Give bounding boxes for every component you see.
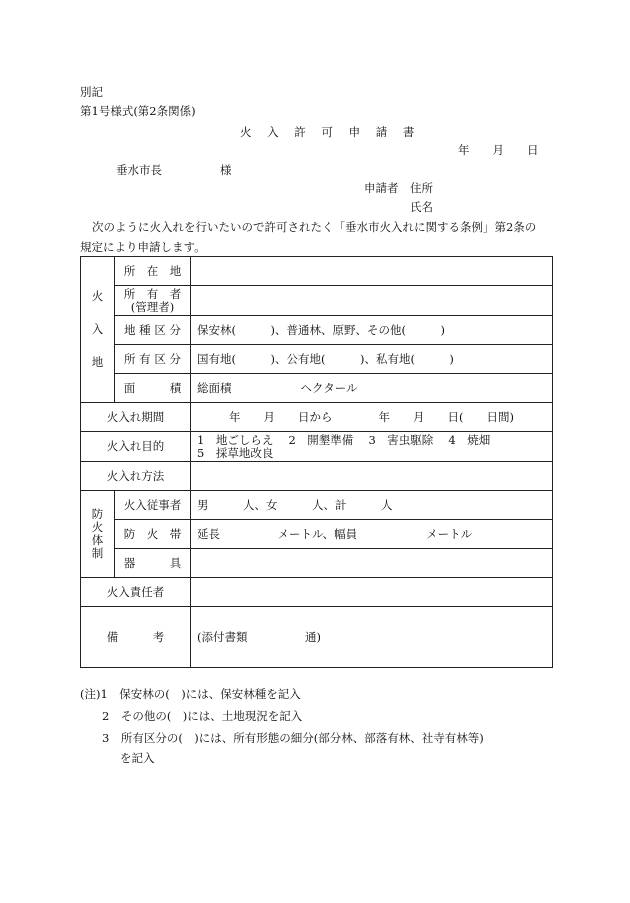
- method-label: 火入れ方法: [81, 462, 191, 491]
- workers-label: 火入従事者: [115, 491, 191, 520]
- firebreak-label: 防 火 帯: [115, 520, 191, 549]
- note-line-3: 3 所有区分の( )には、所有形態の細分(部分林、部落有林、社寺有林等): [102, 731, 484, 745]
- address-label: 住所: [410, 181, 433, 195]
- intro-line-1: 次のように火入れを行いたいので許可されたく「垂水市火入れに関する条例」第2条の: [92, 220, 537, 234]
- owner-label-sub: (管理者): [130, 299, 175, 314]
- equipment-field[interactable]: [191, 549, 553, 578]
- owner-label: [115, 286, 191, 316]
- annex-label: 別記: [80, 85, 103, 99]
- responsible-label: 火入責任者: [81, 578, 191, 607]
- name-label: 氏名: [410, 200, 433, 214]
- location-field[interactable]: [191, 257, 553, 286]
- responsible-field[interactable]: [191, 578, 553, 607]
- method-field[interactable]: [191, 462, 553, 491]
- honorific: 様: [220, 163, 232, 177]
- fire-prevention-char-2: 火: [91, 520, 104, 534]
- land-category-label: 地 種 区 分: [115, 316, 191, 345]
- note-line-2: 2 その他の( )には、土地現況を記入: [102, 709, 303, 723]
- owner-field[interactable]: [191, 286, 553, 316]
- fire-prevention-char-4: 制: [91, 546, 104, 560]
- note-line-4: を記入: [120, 751, 155, 765]
- ownership-label: 所 有 区 分: [115, 345, 191, 374]
- purpose-field[interactable]: [191, 432, 553, 462]
- location-label: 所 在 地: [115, 257, 191, 286]
- purpose-options-2: 5 採草地改良: [197, 445, 274, 460]
- document-title: 火 入 許 可 申 請 書: [240, 125, 421, 139]
- note-line-1: (注)1 保安林の( )には、保安林種を記入: [80, 687, 301, 701]
- fire-land-char-2: 入: [91, 322, 104, 336]
- ownership-field[interactable]: 国有地( )、公有地( )、私有地( ): [191, 345, 553, 374]
- equipment-label: 器 具: [115, 549, 191, 578]
- firebreak-field[interactable]: 延長 メートル、幅員 メートル: [191, 520, 553, 549]
- fire-land-char-1: 火: [91, 289, 104, 303]
- addressee: 垂水市長: [116, 163, 162, 177]
- remarks-label: 備 考: [81, 607, 191, 668]
- purpose-label: 火入れ目的: [81, 432, 191, 462]
- area-field[interactable]: 総面積 ヘクタール: [191, 374, 553, 403]
- fire-land-char-3: 地: [91, 355, 104, 369]
- owner-label-main: 所 有 者: [123, 286, 182, 301]
- workers-field[interactable]: 男 人、女 人、計 人: [191, 491, 553, 520]
- application-date: 年 月 日: [458, 143, 539, 157]
- land-category-field[interactable]: 保安林( )、普通林、原野、その他( ): [191, 316, 553, 345]
- fire-prevention-char-1: 防: [91, 507, 104, 521]
- period-label: 火入れ期間: [81, 403, 191, 432]
- purpose-options-1: 1 地ごしらえ 2 開墾準備 3 害虫駆除 4 焼畑: [197, 432, 491, 447]
- fire-prevention-char-3: 体: [91, 533, 104, 547]
- remarks-field[interactable]: (添付書類 通): [191, 607, 553, 668]
- fire-land-header: [81, 257, 115, 403]
- fire-prevention-header: [81, 491, 115, 578]
- intro-line-2: 規定により申請します。: [80, 240, 206, 254]
- applicant-label: 申請者: [364, 181, 399, 195]
- application-form-table: [80, 256, 553, 668]
- area-label: 面 積: [115, 374, 191, 403]
- form-number: 第1号様式(第2条関係): [80, 104, 196, 118]
- period-field[interactable]: 年 月 日から 年 月 日( 日間): [191, 403, 553, 432]
